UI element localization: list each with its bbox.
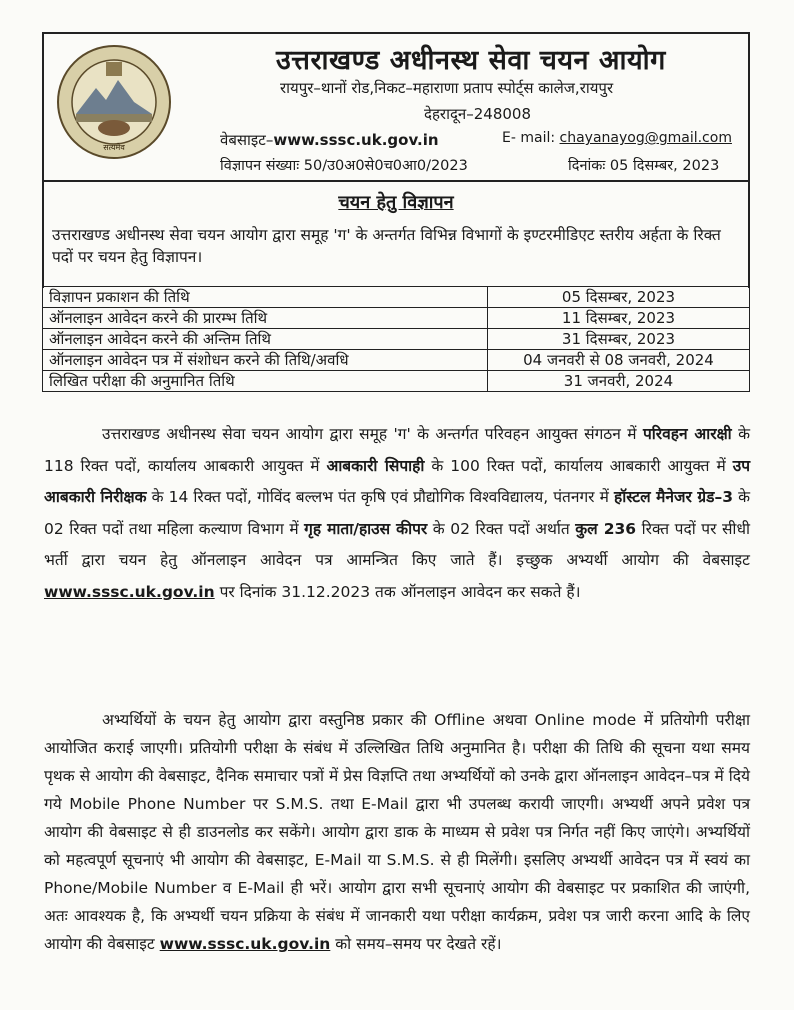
important-dates-table [42,286,750,392]
commission-emblem-icon [54,42,174,162]
para1-text-6: के 02 रिक्त पदों अर्थात [427,519,576,538]
para2-text-2: को समय–समय पर देखते रहें। [330,935,502,953]
paragraph-vacancies [44,419,750,608]
dates-row [43,350,750,371]
post-transport-constable: परिवहन आरक्षी [642,425,732,443]
para1-text-7: रिक्त पदों पर सीधी भर्ती द्वारा चयन हेतु ऑनलाइन आवेदन पत्र आमन्त्रित किए जाते हैं। इच्छुक अभ्यर्थी आयोग की वेबसाइट [44,519,750,569]
dates-row [43,329,750,350]
emblem-motto: सत्यमेव [103,143,125,152]
date-value: 11 दिसम्बर, 2023 [488,308,750,329]
email-link[interactable]: chayanayog@gmail.com [559,130,732,146]
para1-text-4: के 14 रिक्त पदों, गोविंद बल्लभ पंत कृषि एवं प्रौद्योगिक विश्वविद्यालय, पंतनगर में [146,488,614,506]
para1-text-2: के 118 रिक्त पदों, कार्यालय आबकारी आयुक्त में [44,425,750,475]
section-title: चयन हेतु विज्ञापन [338,192,454,213]
para2-text-1: अभ्यर्थियों के चयन हेतु आयोग द्वारा वस्तुनिष्ठ प्रकार की Offline अथवा Online mode में प्रतियोगी परीक्षा आयोजित कराई जाएगी। प्रतियोगी परीक्षा के संबंध में उल्लिखित तिथि अनुमानित है। परीक्षा की तिथि की सूचना यथा समय पृथक से आयोग की वेबसाइट, दैनिक समाचार पत्रों में प्रेस विज्ञप्ति तथा अभ्यर्थियों को उनके द्वारा ऑनलाइन आवेदन–पत्र में दिये गये Mobile Phone Number पर S.M.S. तथा E-Mail द्वारा भी उपलब्ध करायी जाएगी। अभ्यर्थी अपने प्रवेश पत्र आयोग की वेबसाइट से ही डाउनलोड कर सकेंगे। आयोग द्वारा डाक के माध्यम से प्रवेश पत्र निर्गत नहीं किए जाएंगे। अभ्यर्थियों को महत्वपूर्ण सूचनाएं भी आयोग की वेबसाइट, E-Mail या S.M.S. से ही मिलेंगी। इसलिए अभ्यर्थी आवेदन पत्र में स्वयं का Phone/Mobile Number व E-Mail ही भरें। आयोग द्वारा सभी सूचनाएं आयोग की वेबसाइट पर प्रकाशित की जाएंगी, अतः आवश्यक है, कि अभ्यर्थी चयन प्रक्रिया के संबंध में जानकारी यथा परीक्षा कार्यक्रम, प्रवेश पत्र जारी करना आदि के लिए आयोग की वेबसाइट [44,711,750,953]
para2-website-link[interactable]: www.sssc.uk.gov.in [159,935,331,953]
website-line [220,130,439,150]
para1-text-1: उत्तराखण्ड अधीनस्थ सेवा चयन आयोग द्वारा समूह 'ग' के अन्तर्गत परिवहन आयुक्त संगठन में [102,425,643,443]
address-line-1: रायपुर–थानों रोड,निकट–महाराणा प्रताप स्पोर्ट्स कालेज,रायपुर [280,79,614,97]
dates-row [43,371,750,392]
post-house-keeper: गृह माता/हाउस कीपर [304,519,428,538]
dates-row [43,308,750,329]
intro-section [42,180,750,288]
advertisement-number: विज्ञापन संख्याः 50/उ0अ0से0च0आ0/2023 [220,158,468,174]
org-title: उत्तराखण्ड अधीनस्थ सेवा चयन आयोग [276,45,666,76]
date-label: विज्ञापन प्रकाशन की तिथि [43,287,488,308]
date-label: ऑनलाइन आवेदन पत्र में संशोधन करने की तिथि/अवधि [43,350,488,371]
post-excise-constable: आबकारी सिपाही [326,456,425,475]
website-label: वेबसाइट– [220,131,274,149]
website-link[interactable]: www.sssc.uk.gov.in [273,131,439,149]
post-sub-excise-inspector: उप आबकारी निरीक्षक [44,456,751,506]
para1-text-8: पर दिनांक 31.12.2023 तक ऑनलाइन आवेदन कर सकते हैं। [214,582,581,601]
date-label: लिखित परीक्षा की अनुमानित तिथि [43,371,488,392]
para1-text-5: के 02 रिक्त पदों तथा महिला कल्याण विभाग में [44,488,750,538]
dates-row [43,287,750,308]
advertisement-date: दिनांकः 05 दिसम्बर, 2023 [568,158,720,174]
email-label: E- mail: [502,130,560,146]
para1-text-3: के 100 रिक्त पदों, कार्यालय आबकारी आयुक्त में [424,456,733,475]
date-label: ऑनलाइन आवेदन करने की अन्तिम तिथि [43,329,488,350]
intro-text: उत्तराखण्ड अधीनस्थ सेवा चयन आयोग द्वारा समूह 'ग' के अन्तर्गत विभिन्न विभागों के इण्टरमीडिएट स्तरीय अर्हता के रिक्त पदों पर चयन हेतु विज्ञापन। [52,226,721,266]
date-label: ऑनलाइन आवेदन करने की प्रारम्भ तिथि [43,308,488,329]
address-line-2: देहरादून–248008 [424,105,532,123]
date-value: 05 दिसम्बर, 2023 [488,287,750,308]
date-value: 04 जनवरी से 08 जनवरी, 2024 [488,350,750,371]
date-value: 31 जनवरी, 2024 [488,371,750,392]
email-line [502,130,732,146]
date-value: 31 दिसम्बर, 2023 [488,329,750,350]
post-hostel-manager: हॉस्टल मैनेजर ग्रेड–3 [613,488,733,506]
para1-website-link[interactable]: www.sssc.uk.gov.in [44,582,215,601]
letterhead [42,32,750,180]
paragraph-exam-info [44,706,750,958]
total-posts: कुल 236 [575,519,637,538]
